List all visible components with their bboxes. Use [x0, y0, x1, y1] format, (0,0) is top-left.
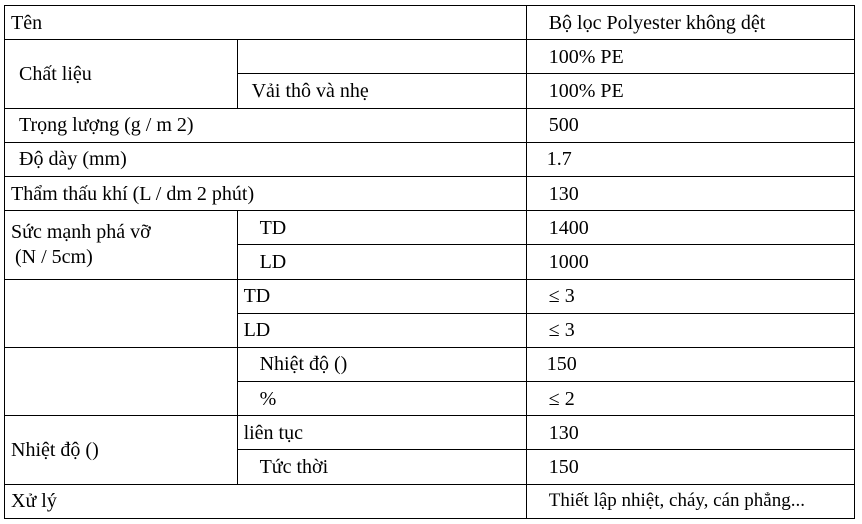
shrinkage-pct-value: ≤ 2 — [526, 382, 854, 416]
material-sub-2: Vải thô và nhẹ — [237, 74, 526, 108]
breaking-strength-label-line1: Sức mạnh phá vỡ — [11, 220, 151, 243]
table-row — [5, 108, 855, 142]
table-row — [5, 484, 855, 518]
temperature-label: Nhiệt độ () — [5, 416, 238, 484]
elongation-ld-value: ≤ 3 — [526, 313, 854, 347]
breaking-strength-label-line2: (N / 5cm) — [15, 245, 93, 268]
elongation-td-sub: TD — [237, 279, 526, 313]
table-row — [5, 416, 855, 450]
material-value-1: 100% PE — [526, 40, 854, 74]
weight-label: Trọng lượng (g / m 2) — [5, 108, 527, 142]
air-permeability-label: Thẩm thấu khí (L / dm 2 phút) — [5, 176, 527, 210]
elongation-td-value: ≤ 3 — [526, 279, 854, 313]
material-value-2: 100% PE — [526, 74, 854, 108]
air-permeability-value: 130 — [526, 176, 854, 210]
spec-table — [4, 5, 855, 519]
breaking-strength-ld-value: 1000 — [526, 245, 854, 279]
table-row — [5, 142, 855, 176]
breaking-strength-label — [5, 211, 238, 279]
breaking-strength-td-value: 1400 — [526, 211, 854, 245]
temperature-cont-value: 130 — [526, 416, 854, 450]
shrinkage-temp-sub: Nhiệt độ () — [237, 347, 526, 381]
material-sub-1 — [237, 40, 526, 74]
material-label: Chất liệu — [5, 40, 238, 108]
header-value: Bộ lọc Polyester không dệt — [526, 6, 854, 40]
shrinkage-label — [5, 347, 238, 415]
elongation-ld-sub: LD — [237, 313, 526, 347]
thickness-label: Độ dày (mm) — [5, 142, 527, 176]
table-row — [5, 211, 855, 245]
shrinkage-pct-sub: % — [237, 382, 526, 416]
treatment-value: Thiết lập nhiệt, cháy, cán phẳng... — [526, 484, 854, 518]
temperature-inst-value: 150 — [526, 450, 854, 484]
header-label: Tên — [5, 6, 527, 40]
table-row — [5, 347, 855, 381]
table-row — [5, 279, 855, 313]
table-row — [5, 176, 855, 210]
breaking-strength-td-sub: TD — [237, 211, 526, 245]
treatment-label: Xử lý — [5, 484, 527, 518]
elongation-label — [5, 279, 238, 347]
shrinkage-temp-value: 150 — [526, 347, 854, 381]
temperature-cont-sub: liên tục — [237, 416, 526, 450]
table-row — [5, 40, 855, 74]
weight-value: 500 — [526, 108, 854, 142]
table-row — [5, 6, 855, 40]
breaking-strength-ld-sub: LD — [237, 245, 526, 279]
temperature-inst-sub: Tức thời — [237, 450, 526, 484]
thickness-value: 1.7 — [526, 142, 854, 176]
